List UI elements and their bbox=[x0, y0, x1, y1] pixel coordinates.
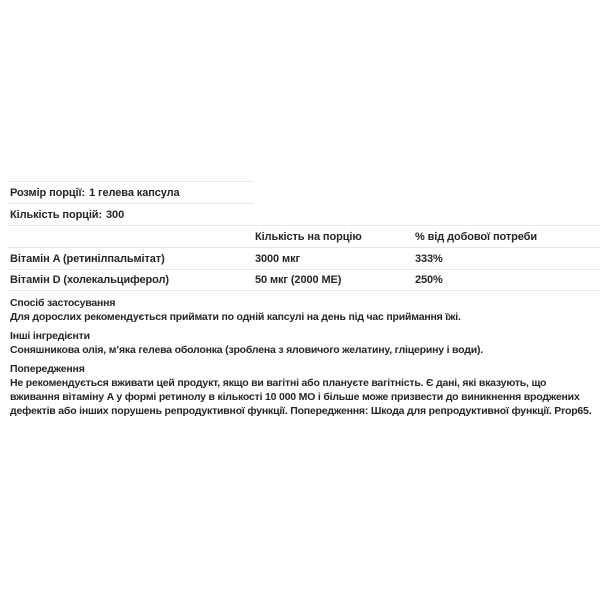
nutrient-name: Вітамін D (холекальциферол) bbox=[10, 274, 169, 286]
section-body: Соняшникова олія, м’яка гелева оболонка (зроблена з яловичого желатину, гліцерину і води). bbox=[10, 344, 483, 356]
section-heading: Попередження bbox=[10, 363, 85, 375]
header-daily-value: % від добової потреби bbox=[415, 230, 538, 243]
table-row bbox=[8, 269, 600, 291]
nutrient-amount: 3000 мкг bbox=[255, 252, 300, 265]
section-body: Для дорослих рекомендується приймати по одній капсулі на день під час приймання їжі. bbox=[10, 311, 461, 323]
serving-count-row bbox=[8, 203, 254, 225]
section-heading: Інші інгредієнти bbox=[10, 330, 90, 342]
section-heading: Спосіб застосування bbox=[10, 297, 116, 309]
header-amount-per-serving: Кількість на порцію bbox=[255, 230, 362, 243]
serving-size-value: 1 гелева капсула bbox=[89, 186, 180, 199]
nutrient-daily-value: 250% bbox=[415, 274, 443, 286]
serving-info bbox=[8, 181, 254, 225]
nutrient-name: Вітамін A (ретинілпальмітат) bbox=[10, 252, 165, 265]
serving-count-value: 300 bbox=[106, 208, 125, 221]
info-sections bbox=[8, 296, 600, 418]
supplement-facts-panel bbox=[8, 181, 600, 418]
nutrient-amount: 50 мкг (2000 МЕ) bbox=[255, 274, 342, 286]
nutrient-daily-value: 333% bbox=[415, 252, 443, 265]
table-row bbox=[8, 247, 600, 269]
nutrient-table bbox=[8, 225, 600, 291]
table-header-row bbox=[8, 225, 600, 247]
section-directions bbox=[10, 296, 600, 324]
section-warnings bbox=[10, 362, 600, 418]
serving-size-label: Розмір порції: bbox=[10, 186, 86, 199]
section-other-ingredients bbox=[10, 329, 600, 357]
serving-size-row bbox=[8, 181, 254, 203]
serving-count-label: Кількість порцій: bbox=[10, 208, 103, 221]
section-body: Не рекомендується вживати цей продукт, якщо ви вагітні або плануєте вагітність. Є дані, які вказують, що вживання вітаміну A у формі ретинолу в кількості 10 000 МО і більше може призвести до виникнення вроджених дефектів або інших порушень репродуктивної функції. Попередження: Шкода для репродуктивної функції. Prop65. bbox=[10, 377, 592, 417]
